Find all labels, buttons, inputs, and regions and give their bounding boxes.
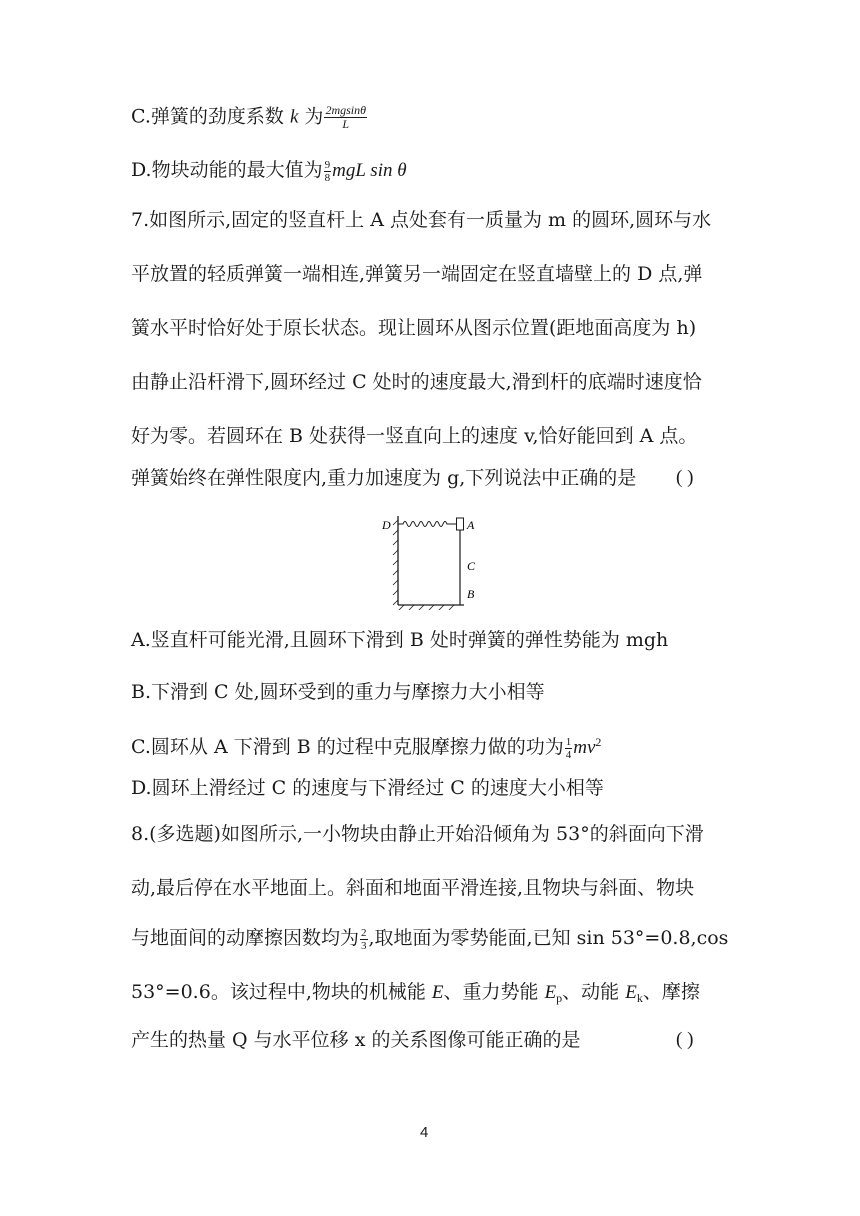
q6-option-c [131,104,368,131]
q7-stem-line-1: 7.如图所示,固定的竖直杆上 A 点处套有一质量为 m 的圆环,圆环与水 [131,209,712,231]
q6-optc-mid: 为 [298,105,324,128]
q8-line3-suffix: ,取地面为零势能面,已知 sin 53°=0.8,cos [368,927,729,949]
q6-optc-fraction [324,104,367,131]
label-D: D [382,518,391,532]
q7-stem-line-4: 由静止沿杆滑下,圆环经过 C 处时的速度最大,滑到杆的底端时速度恰 [131,371,702,393]
fraction-denominator: L [324,117,367,131]
q8-line4-a: 53°=0.6。该过程中,物块的机械能 [131,981,432,1003]
q7-answer-paren: ( ) [676,467,694,488]
q7-option-d: D.圆环上滑经过 C 的速度与下滑经过 C 的速度大小相等 [131,777,604,799]
q7-stem-line-3: 簧水平时恰好处于原长状态。现让圆环从图示位置(距地面高度为 h) [131,317,697,339]
q6-optc-prefix: C.弹簧的劲度系数 [131,105,290,128]
q7-stem-line-5: 好为零。若圆环在 B 处获得一竖直向上的速度 v,恰好能回到 A 点。 [131,425,698,447]
q6-optc-k: k [289,106,299,128]
q7-spring-ring-figure [376,510,486,610]
q8-symbol-Ep: E [544,982,557,1003]
q8-line4-c: 、动能 [562,981,626,1003]
q8-stem-line-1: 8.(多选题)如图所示,一小物块由静止开始沿倾角为 53°的斜面向下滑 [131,823,704,845]
q8-stem-line-2: 动,最后停在水平地面上。斜面和地面平滑连接,且物块与斜面、物块 [131,877,695,899]
wall-hatch [393,520,398,605]
q7-stem-line-2: 平放置的轻质弹簧一端相连,弹簧另一端固定在竖直墙壁上的 D 点,弹 [131,263,703,285]
q7-optc-prefix: C.圆环从 A 下滑到 B 的过程中克服摩擦力做的功为 [131,736,564,758]
q7-stem-line-6: 弹簧始终在弹性限度内,重力加速度为 g,下列说法中正确的是 [131,467,637,489]
fraction-denominator: 3 [361,939,367,952]
ground-hatch [399,605,454,610]
q7-optc-superscript: 2 [595,735,602,749]
q6-optd-fraction [324,159,332,184]
label-B: B [467,587,475,601]
spring [398,522,457,527]
fraction-denominator: 8 [324,171,331,184]
q8-line3-prefix: 与地面间的动摩擦因数均为 [131,927,360,949]
q8-answer-paren: ( ) [676,1029,694,1050]
q6-optd-prefix: D.物块动能的最大值为 [131,159,323,181]
q6-optd-suffix: mgL sin θ [332,160,407,181]
q7-optc-suffix: mv [573,737,596,758]
q6-option-d [131,158,407,184]
q8-symbol-Ek-sub: k [636,991,643,1005]
q8-line4-d: 、摩擦 [642,981,700,1003]
q8-symbol-Ep-sub: p [556,991,563,1005]
fraction-denominator: 4 [565,748,572,761]
q8-symbol-Ek: E [625,982,637,1003]
fraction-numerator: 9 [324,158,331,171]
page-number: 4 [420,1124,429,1141]
fraction-numerator: 2 [361,926,367,939]
label-C: C [467,559,476,573]
label-A: A [467,518,475,532]
fraction-numerator: 2mgsinθ [325,103,367,117]
q8-line4-b: 、重力势能 [443,981,545,1003]
q7-option-c [131,730,601,761]
q7-option-b: B.下滑到 C 处,圆环受到的重力与摩擦力大小相等 [131,681,545,703]
q8-stem-line-5: 产生的热量 Q 与水平位移 x 的关系图像可能正确的是 [131,1029,581,1051]
ring [457,518,464,530]
q8-stem-line-4 [131,980,700,1010]
q7-optc-fraction [565,736,573,761]
q8-stem-line-3 [131,926,728,952]
q7-option-a: A.竖直杆可能光滑,且圆环下滑到 B 处时弹簧的弹性势能为 mgh [131,629,669,651]
q8-friction-fraction [360,927,368,952]
fraction-numerator: 1 [565,735,572,748]
q8-symbol-E: E [431,982,444,1003]
